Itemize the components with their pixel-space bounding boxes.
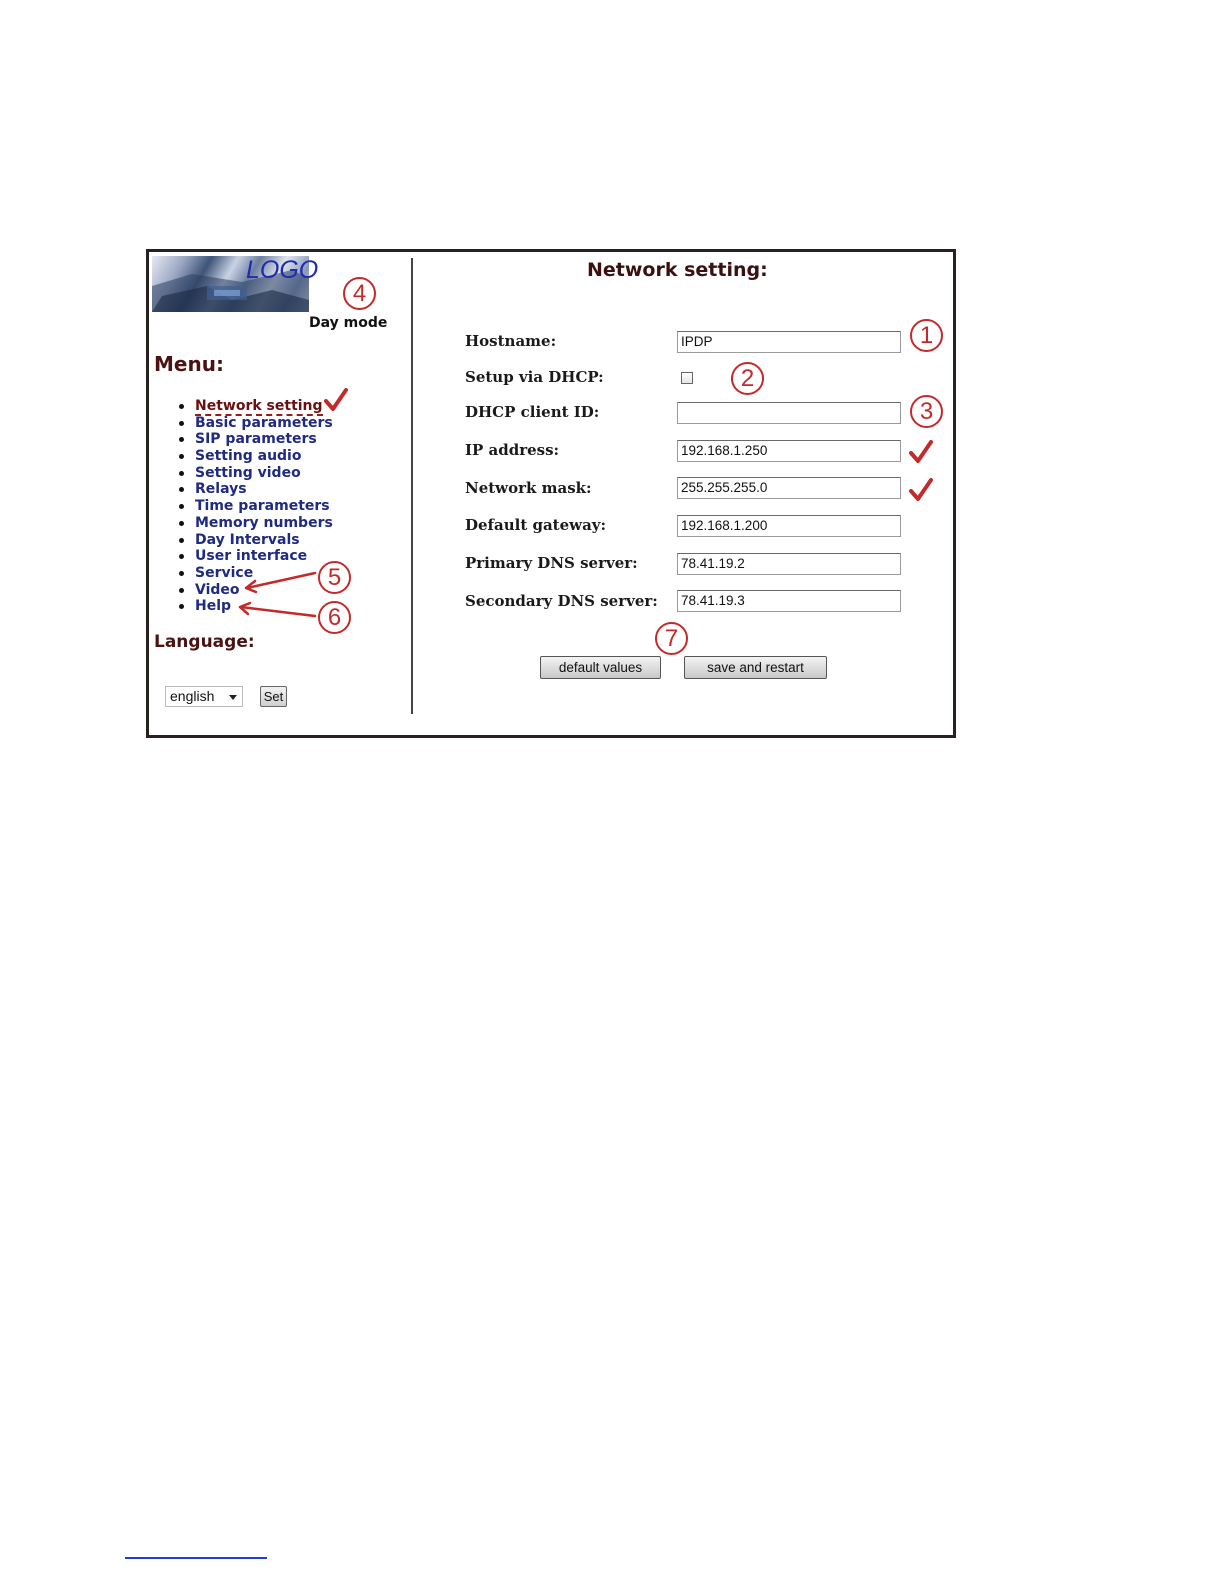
checkmark-icon [323, 387, 349, 413]
network-mask-input[interactable]: 255.255.255.0 [677, 477, 901, 499]
bullet-icon [179, 421, 184, 426]
day-mode-label: Day mode [309, 315, 388, 331]
bullet-icon [179, 554, 184, 559]
dhcp-client-id-label: DHCP client ID: [465, 403, 600, 421]
annotation-marker-3: 3 [910, 395, 943, 428]
ip-address-label: IP address: [465, 441, 560, 459]
language-select-value: english [170, 688, 215, 704]
logo-image [152, 256, 319, 312]
arrow-left-icon [241, 570, 317, 594]
bullet-icon [179, 538, 184, 543]
set-language-button[interactable]: Set [260, 686, 287, 707]
default-gateway-input[interactable]: 192.168.1.200 [677, 515, 901, 537]
checkmark-icon [908, 477, 934, 503]
menu-item-day-intervals[interactable] [176, 532, 333, 549]
pane-divider [411, 258, 413, 714]
annotation-marker-7: 7 [655, 622, 688, 655]
arrow-left-icon [235, 602, 317, 620]
bullet-icon [179, 454, 184, 459]
bullet-icon [179, 487, 184, 492]
language-select[interactable] [165, 686, 243, 707]
primary-dns-label: Primary DNS server: [465, 554, 638, 572]
menu-item-label: Relays [195, 481, 247, 498]
annotation-marker-2: 2 [731, 362, 764, 395]
menu-item-setting-audio[interactable] [176, 448, 333, 465]
dhcp-client-id-input[interactable] [677, 402, 901, 424]
checkmark-icon [908, 439, 934, 465]
menu-item-label: Service [195, 564, 254, 581]
ip-address-input[interactable]: 192.168.1.250 [677, 440, 901, 462]
save-and-restart-button[interactable]: save and restart [684, 656, 827, 679]
menu-item-label: Basic parameters [195, 414, 333, 431]
menu-item-time-parameters[interactable] [176, 498, 333, 515]
annotation-marker-6: 6 [318, 601, 351, 634]
menu-item-label: Setting video [195, 464, 301, 481]
menu-item-label: Video [195, 581, 240, 598]
primary-dns-input[interactable]: 78.41.19.2 [677, 553, 901, 575]
menu-item-label: Memory numbers [195, 514, 333, 531]
menu-item-label: Setting audio [195, 448, 302, 465]
language-heading: Language: [154, 632, 255, 652]
bullet-icon [179, 604, 184, 609]
menu-item-label: Help [195, 598, 232, 615]
chevron-down-icon [229, 695, 237, 700]
footnote-separator [125, 1557, 267, 1559]
secondary-dns-label: Secondary DNS server: [465, 592, 658, 610]
menu-item-label: SIP parameters [195, 431, 317, 448]
logo-text: LOGO [246, 256, 319, 284]
bullet-icon [179, 571, 184, 576]
bullet-icon [179, 504, 184, 509]
menu-item-user-interface[interactable] [176, 548, 333, 565]
menu-item-relays[interactable] [176, 481, 333, 498]
menu-heading: Menu: [154, 352, 224, 376]
menu-item-basic-parameters[interactable] [176, 415, 333, 432]
menu-item-label: Network setting [195, 398, 323, 414]
dhcp-checkbox[interactable] [681, 372, 693, 384]
hostname-input[interactable]: IPDP [677, 331, 901, 353]
default-gateway-label: Default gateway: [465, 516, 607, 534]
annotation-marker-1: 1 [910, 319, 943, 352]
annotation-marker-4: 4 [343, 277, 376, 310]
page-title: Network setting: [587, 259, 768, 281]
bullet-icon [179, 404, 184, 409]
menu-item-network-setting[interactable] [176, 398, 333, 415]
web-ui-screenshot [146, 249, 956, 738]
hostname-label: Hostname: [465, 332, 557, 350]
menu-item-setting-video[interactable] [176, 465, 333, 482]
bullet-icon [179, 471, 184, 476]
menu-item-sip-parameters[interactable] [176, 431, 333, 448]
annotation-marker-5: 5 [318, 561, 351, 594]
menu-item-memory-numbers[interactable] [176, 515, 333, 532]
bullet-icon [179, 588, 184, 593]
bullet-icon [179, 521, 184, 526]
menu-item-label: Day Intervals [195, 531, 300, 548]
bullet-icon [179, 437, 184, 442]
network-mask-label: Network mask: [465, 479, 592, 497]
dhcp-label: Setup via DHCP: [465, 368, 604, 386]
secondary-dns-input[interactable]: 78.41.19.3 [677, 590, 901, 612]
menu-item-label: Time parameters [195, 498, 330, 515]
menu-item-label: User interface [195, 548, 308, 565]
default-values-button[interactable]: default values [540, 656, 661, 679]
